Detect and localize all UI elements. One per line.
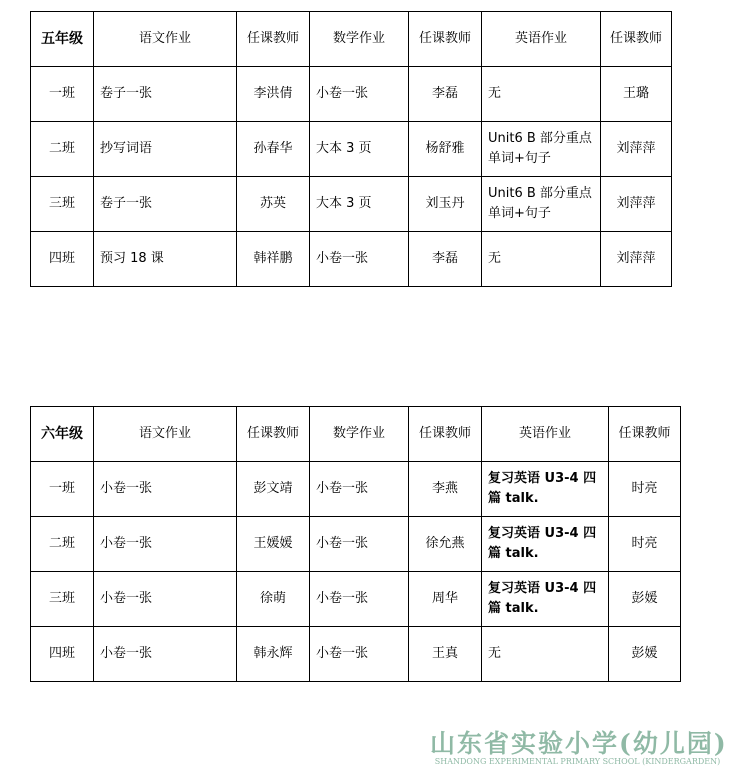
math-homework: 大本 3 页	[310, 177, 409, 232]
english-homework: 复习英语 U3-4 四篇 talk.	[482, 462, 609, 517]
chinese-homework: 预习 18 课	[94, 232, 237, 287]
chinese-teacher: 苏英	[237, 177, 310, 232]
english-homework: Unit6 B 部分重点单词+句子	[482, 122, 601, 177]
grade6-homework-table	[30, 406, 681, 682]
class-name: 三班	[31, 177, 94, 232]
table-row	[31, 572, 681, 627]
math-homework: 大本 3 页	[310, 122, 409, 177]
chinese-homework: 小卷一张	[94, 627, 237, 682]
math-homework: 小卷一张	[310, 67, 409, 122]
chinese-homework: 抄写词语	[94, 122, 237, 177]
english-teacher: 彭媛	[609, 627, 681, 682]
english-teacher: 刘萍萍	[601, 122, 672, 177]
english-teacher: 刘萍萍	[601, 232, 672, 287]
math-homework: 小卷一张	[310, 232, 409, 287]
english-homework: 无	[482, 232, 601, 287]
math-homework: 小卷一张	[310, 517, 409, 572]
chinese-teacher: 王媛媛	[237, 517, 310, 572]
math-teacher: 杨舒雅	[409, 122, 482, 177]
math-homework: 小卷一张	[310, 627, 409, 682]
header-teacher: 任课教师	[409, 12, 482, 67]
table-row	[31, 122, 672, 177]
table-row	[31, 517, 681, 572]
header-teacher: 任课教师	[601, 12, 672, 67]
table-row	[31, 627, 681, 682]
class-name: 二班	[31, 122, 94, 177]
chinese-teacher: 韩永辉	[237, 627, 310, 682]
english-teacher: 彭媛	[609, 572, 681, 627]
math-homework: 小卷一张	[310, 572, 409, 627]
english-homework: 复习英语 U3-4 四篇 talk.	[482, 572, 609, 627]
table-row	[31, 67, 672, 122]
chinese-homework: 卷子一张	[94, 177, 237, 232]
math-teacher: 刘玉丹	[409, 177, 482, 232]
chinese-teacher: 孙春华	[237, 122, 310, 177]
header-chinese-homework: 语文作业	[94, 407, 237, 462]
english-homework: Unit6 B 部分重点单词+句子	[482, 177, 601, 232]
chinese-teacher: 徐萌	[237, 572, 310, 627]
class-name: 四班	[31, 232, 94, 287]
chinese-teacher: 韩祥鹏	[237, 232, 310, 287]
class-name: 二班	[31, 517, 94, 572]
header-teacher: 任课教师	[609, 407, 681, 462]
english-homework: 复习英语 U3-4 四篇 talk.	[482, 517, 609, 572]
english-teacher: 刘萍萍	[601, 177, 672, 232]
math-teacher: 李磊	[409, 232, 482, 287]
header-math-homework: 数学作业	[310, 407, 409, 462]
english-homework: 无	[482, 627, 609, 682]
math-teacher: 王真	[409, 627, 482, 682]
chinese-homework: 小卷一张	[94, 517, 237, 572]
math-homework: 小卷一张	[310, 462, 409, 517]
math-teacher: 李燕	[409, 462, 482, 517]
header-english-homework: 英语作业	[482, 12, 601, 67]
class-name: 一班	[31, 67, 94, 122]
header-chinese-homework: 语文作业	[94, 12, 237, 67]
chinese-homework: 小卷一张	[94, 462, 237, 517]
school-name-english: SHANDONG EXPERIMENTAL PRIMARY SCHOOL (KINDERGARDEN)	[434, 757, 721, 766]
math-teacher: 徐允燕	[409, 517, 482, 572]
school-logo	[430, 724, 728, 774]
school-name-chinese: 山东省实验小学(幼儿园)	[430, 729, 728, 758]
table-row	[31, 177, 672, 232]
header-teacher: 任课教师	[237, 12, 310, 67]
chinese-teacher: 李洪倩	[237, 67, 310, 122]
header-teacher: 任课教师	[237, 407, 310, 462]
chinese-teacher: 彭文靖	[237, 462, 310, 517]
table-row	[31, 232, 672, 287]
chinese-homework: 卷子一张	[94, 67, 237, 122]
header-english-homework: 英语作业	[482, 407, 609, 462]
class-name: 四班	[31, 627, 94, 682]
header-math-homework: 数学作业	[310, 12, 409, 67]
grade-label: 五年级	[31, 12, 94, 67]
table-row	[31, 462, 681, 517]
header-teacher: 任课教师	[409, 407, 482, 462]
table-header-row	[31, 12, 672, 67]
math-teacher: 周华	[409, 572, 482, 627]
english-homework: 无	[482, 67, 601, 122]
english-teacher: 王璐	[601, 67, 672, 122]
english-teacher: 时亮	[609, 517, 681, 572]
class-name: 一班	[31, 462, 94, 517]
grade-label: 六年级	[31, 407, 94, 462]
math-teacher: 李磊	[409, 67, 482, 122]
chinese-homework: 小卷一张	[94, 572, 237, 627]
table-header-row	[31, 407, 681, 462]
grade5-homework-table	[30, 11, 672, 287]
class-name: 三班	[31, 572, 94, 627]
english-teacher: 时亮	[609, 462, 681, 517]
